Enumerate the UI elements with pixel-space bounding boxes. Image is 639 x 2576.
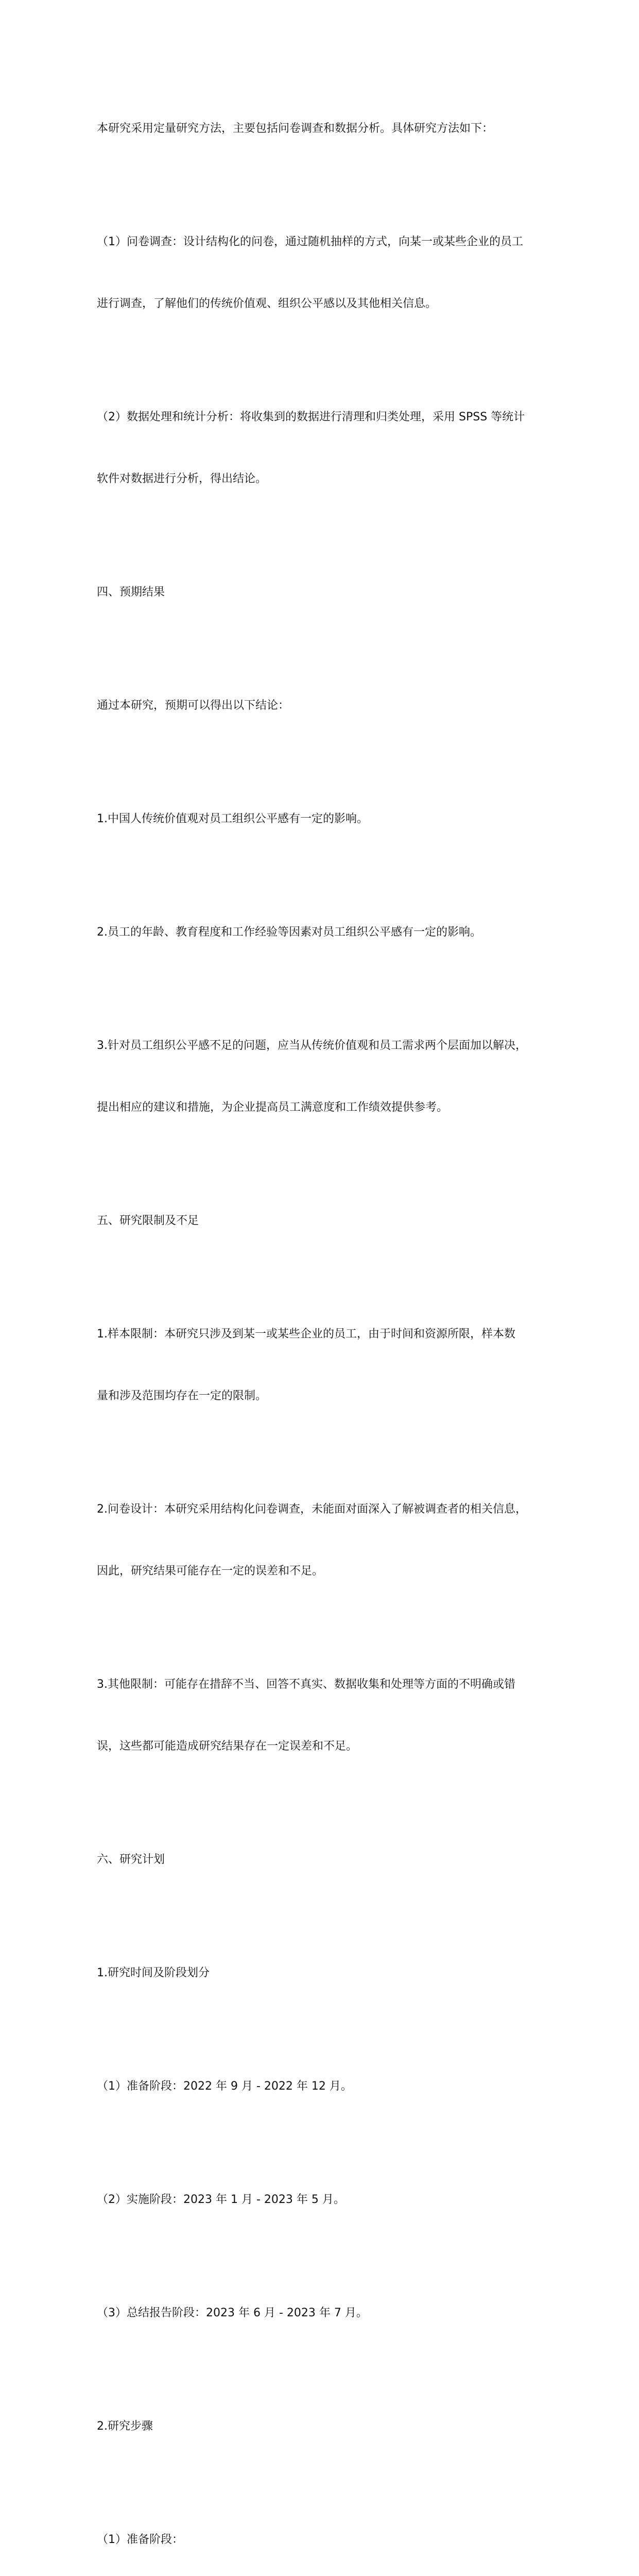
- text-line: （3）总结报告阶段：2023 年 6 月 - 2023 年 7 月。: [97, 2307, 368, 2319]
- paragraph-result-2: [97, 881, 560, 984]
- document-body: [97, 77, 560, 2576]
- text-line: 3.其他限制：可能存在措辞不当、回答不真实、数据收集和处理等方面的不明确或错: [97, 1678, 515, 1691]
- text-line: （1）准备阶段：: [97, 2533, 183, 2546]
- text-line: 六、研究计划: [97, 1853, 165, 1866]
- text-line: （1）问卷调查：设计结构化的问卷，通过随机抽样的方式，向某一或某些企业的员工: [97, 235, 523, 248]
- text-line: （2）实施阶段：2023 年 1 月 - 2023 年 5 月。: [97, 2193, 345, 2206]
- text-line: （1）准备阶段：2022 年 9 月 - 2022 年 12 月。: [97, 2080, 352, 2093]
- text-line: 进行调查，了解他们的传统价值观、组织公平感以及其他相关信息。: [97, 297, 437, 310]
- paragraph-expected-intro: [97, 654, 560, 757]
- subheading-timeline: [97, 1922, 560, 2025]
- text-line: 软件对数据进行分析，得出结论。: [97, 472, 267, 485]
- text-line: 四、预期结果: [97, 586, 165, 599]
- section-heading-expected-results: [97, 541, 560, 644]
- text-line: 1.研究时间及阶段划分: [97, 1967, 210, 1979]
- section-heading-research-plan: [97, 1808, 560, 1911]
- subheading-research-steps: [97, 2375, 560, 2478]
- text-line: 2.员工的年龄、教育程度和工作经验等因素对员工组织公平感有一定的影响。: [97, 926, 481, 939]
- text-line: 2.问卷设计：本研究采用结构化问卷调查，未能面对面深入了解被调查者的相关信息，: [97, 1503, 527, 1516]
- paragraph-limitation-1: [97, 1283, 560, 1448]
- paragraph-phase-2: [97, 2148, 560, 2251]
- paragraph-limitation-3: [97, 1633, 560, 1798]
- text-line: 通过本研究，预期可以得出以下结论：: [97, 699, 290, 712]
- text-line: 量和涉及范围均存在一定的限制。: [97, 1389, 267, 1402]
- text-line: 2.研究步骤: [97, 2420, 153, 2433]
- text-line: 本研究采用定量研究方法，主要包括问卷调查和数据分析。具体研究方法如下：: [97, 122, 494, 135]
- paragraph-method-intro: [97, 77, 560, 180]
- paragraph-phase-3: [97, 2262, 560, 2365]
- paragraph-limitation-2: [97, 1458, 560, 1623]
- paragraph-result-3: [97, 994, 560, 1159]
- paragraph-questionnaire: [97, 191, 560, 355]
- text-line: 因此，研究结果可能存在一定的误差和不足。: [97, 1565, 324, 1578]
- text-line: 3.针对员工组织公平感不足的问题，应当从传统价值观和员工需求两个层面加以解决，: [97, 1039, 527, 1052]
- paragraph-step-prep: [97, 2488, 560, 2576]
- section-heading-limitations: [97, 1170, 560, 1273]
- text-line: 1.中国人传统价值观对员工组织公平感有一定的影响。: [97, 812, 368, 825]
- text-line: 提出相应的建议和措施，为企业提高员工满意度和工作绩效提供参考。: [97, 1101, 448, 1114]
- paragraph-data-analysis: [97, 366, 560, 531]
- paragraph-phase-1: [97, 2035, 560, 2138]
- text-line: （2）数据处理和统计分析：将收集到的数据进行清理和归类处理，采用 SPSS 等统计: [97, 411, 525, 423]
- text-line: 误，这些都可能造成研究结果存在一定误差和不足。: [97, 1740, 358, 1753]
- paragraph-result-1: [97, 768, 560, 871]
- text-line: 五、研究限制及不足: [97, 1214, 199, 1227]
- text-line: 1.样本限制：本研究只涉及到某一或某些企业的员工，由于时间和资源所限，样本数: [97, 1328, 515, 1341]
